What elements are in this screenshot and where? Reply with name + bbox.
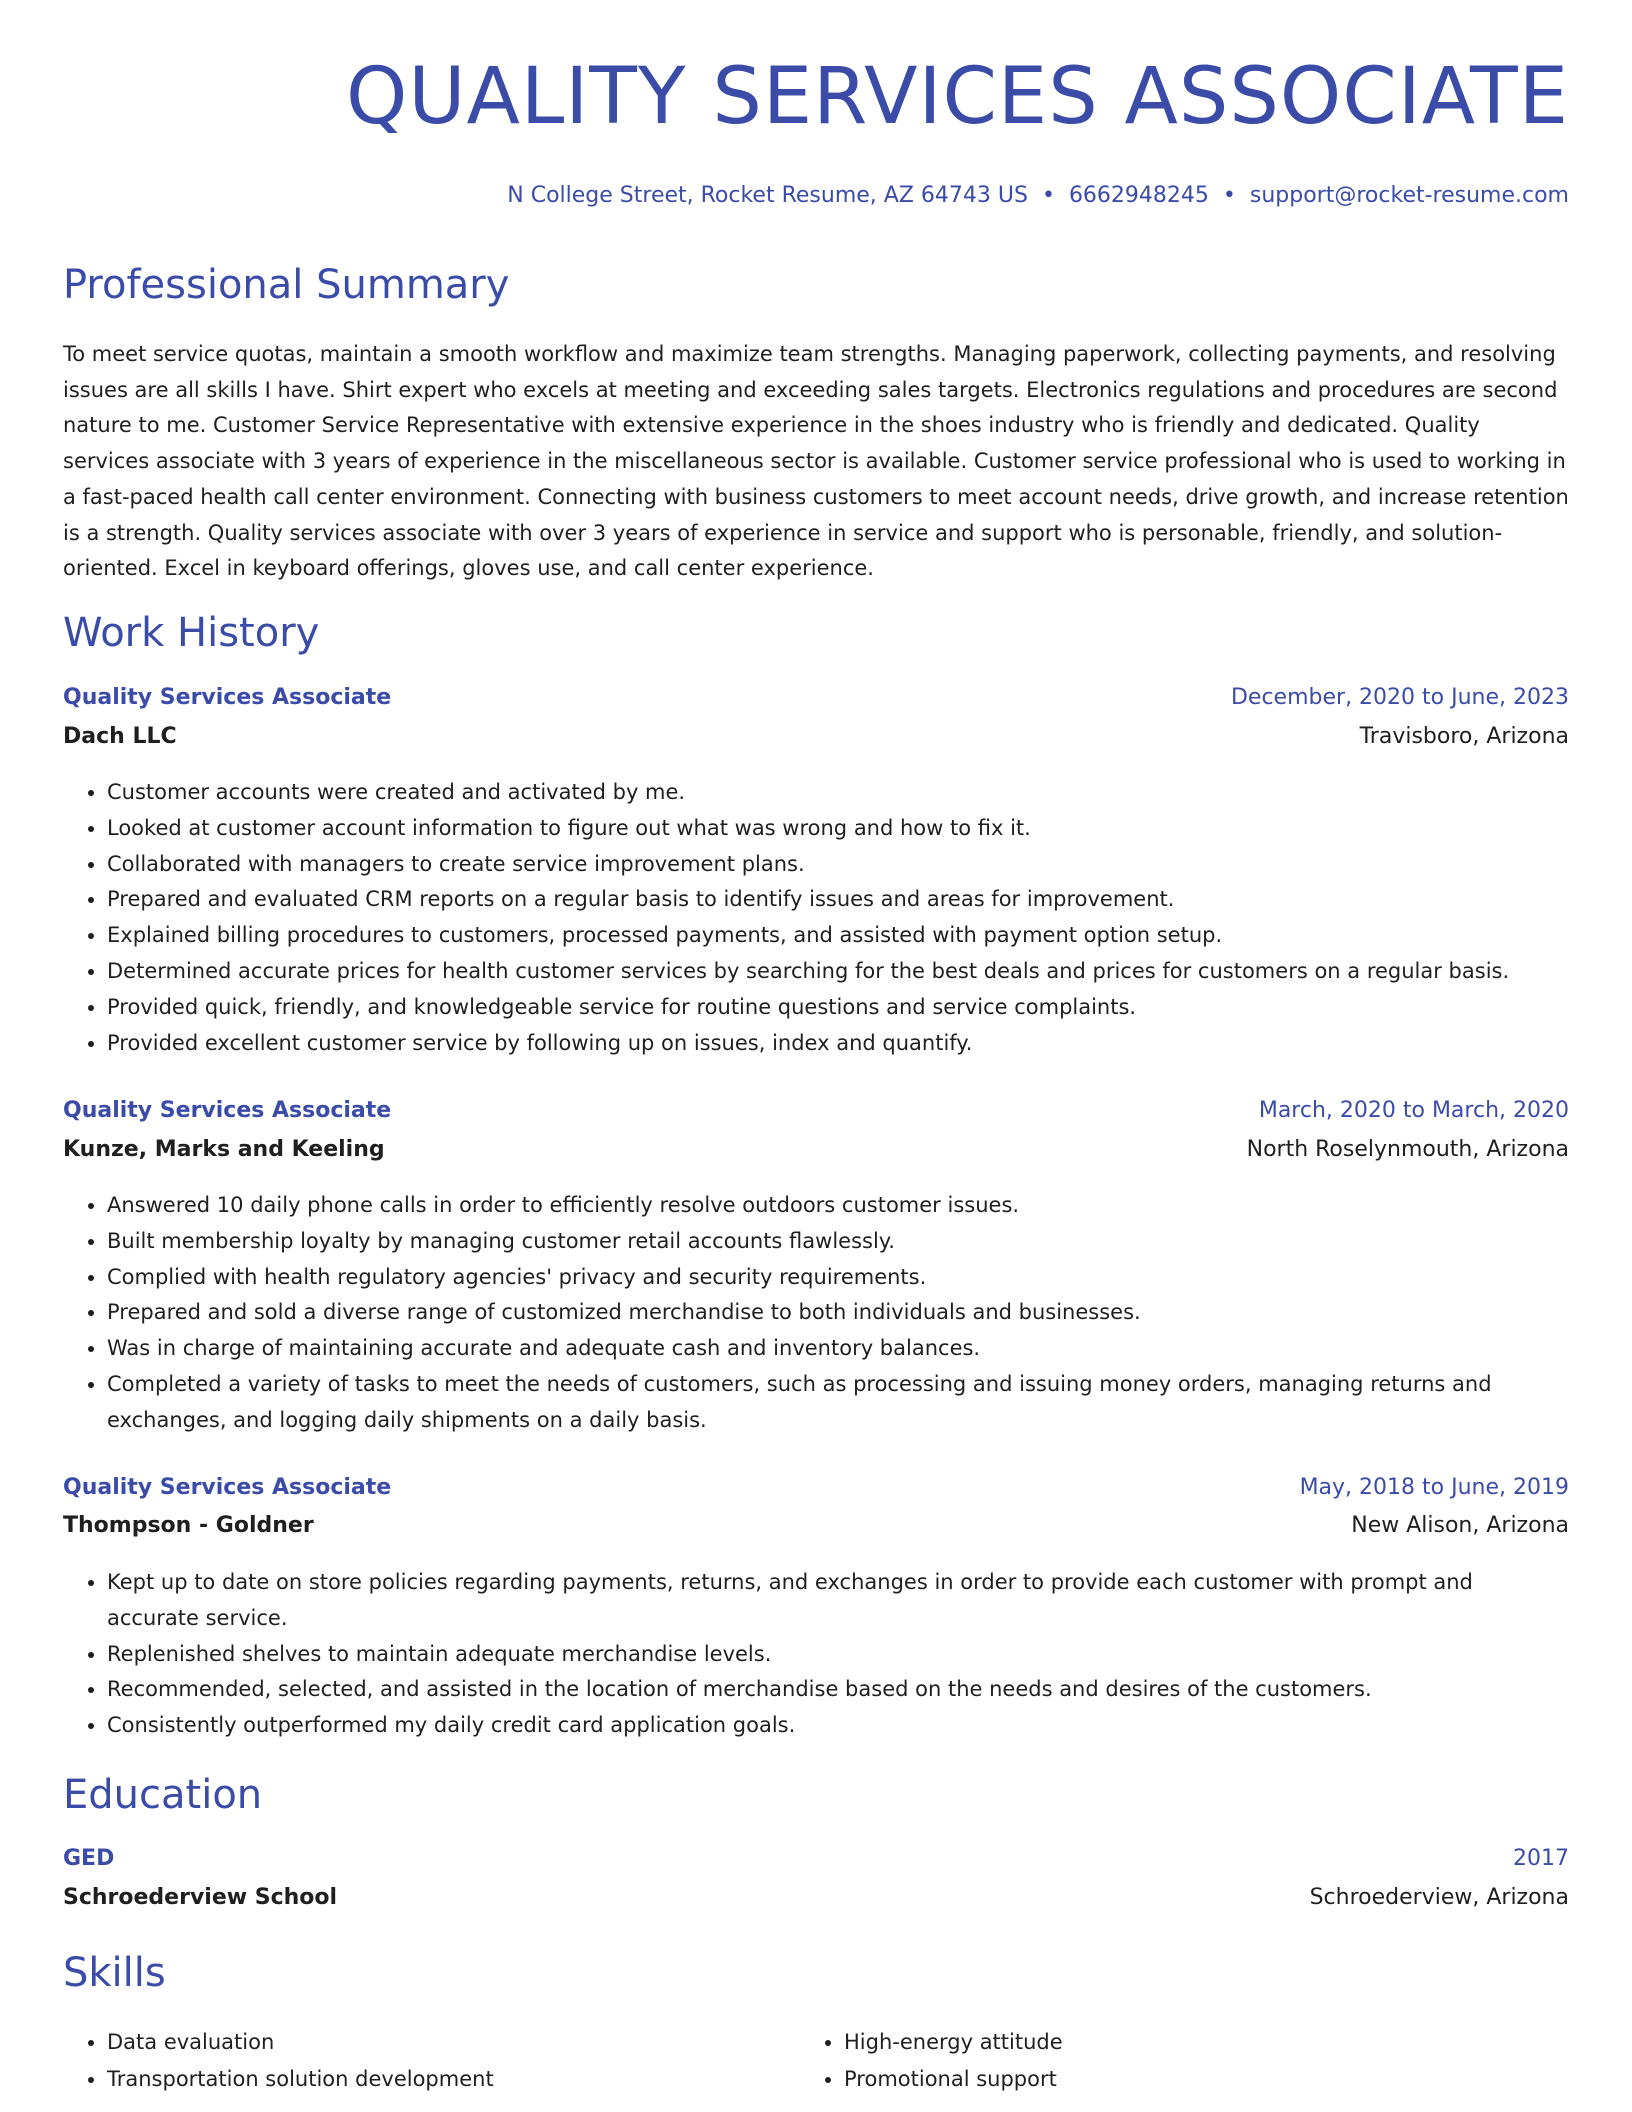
job-2-bullets (63, 1188, 1569, 1439)
contact-separator: • (1222, 183, 1236, 208)
job-1-location: Travisboro, Arizona (1359, 724, 1569, 749)
job-3-title-row (63, 1475, 1569, 1500)
job-3-company: Thompson - Goldner (63, 1513, 314, 1538)
job-1-company-row (63, 724, 1569, 749)
contact-address: N College Street, Rocket Resume, AZ 64743 US (507, 183, 1028, 208)
education-location: Schroederview, Arizona (1309, 1885, 1569, 1910)
job-3-dates: May, 2018 to June, 2019 (1299, 1475, 1569, 1500)
contact-email[interactable]: support@rocket-resume.com (1249, 183, 1569, 208)
list-item: • Consistently outperformed my daily credit card application goals. (107, 1708, 1569, 1744)
list-item: • Looked at customer account information to figure out what was wrong and how to fix it. (107, 811, 1569, 847)
education-school: Schroederview School (63, 1885, 338, 1910)
job-1-title-row (63, 685, 1569, 710)
contact-line (507, 183, 1569, 208)
list-item: • Kept up to date on store policies regarding payments, returns, and exchanges in order to provide each customer with prompt and accurate service. (107, 1565, 1569, 1637)
job-2-role: Quality Services Associate (63, 1098, 392, 1123)
list-item: • Determined accurate prices for health customer services by searching for the best deals and prices for customers on a regular basis. (107, 954, 1569, 990)
contact-phone: 6662948245 (1068, 183, 1209, 208)
education-school-row (63, 1885, 1569, 1910)
list-item: • Collaborated with managers to create service improvement plans. (107, 847, 1569, 883)
job-2-title-row (63, 1098, 1569, 1123)
education-year: 2017 (1513, 1846, 1569, 1871)
job-3-role: Quality Services Associate (63, 1475, 392, 1500)
list-item: • Replenished shelves to maintain adequate merchandise levels. (107, 1637, 1569, 1673)
job-3-company-row (63, 1513, 1569, 1538)
list-item: • Provided quick, friendly, and knowledgeable service for routine questions and service complaints. (107, 990, 1569, 1026)
skill-item: • Transportation solution development (107, 2061, 783, 2098)
list-item: • Customer accounts were created and activated by me. (107, 775, 1569, 811)
job-1-bullets (63, 775, 1569, 1061)
job-3-bullets (63, 1565, 1569, 1744)
list-item: • Was in charge of maintaining accurate and adequate cash and inventory balances. (107, 1331, 1569, 1367)
job-2-dates: March, 2020 to March, 2020 (1258, 1098, 1569, 1123)
work-history-heading: Work History (63, 610, 320, 656)
skill-item: • Data evaluation (107, 2024, 783, 2061)
education-title-row (63, 1846, 1569, 1871)
job-1-company: Dach LLC (63, 724, 177, 749)
job-3-location: New Alison, Arizona (1351, 1513, 1569, 1538)
job-2-company: Kunze, Marks and Keeling (63, 1137, 385, 1162)
skills-right-column (800, 2024, 1560, 2098)
job-2-location: North Roselynmouth, Arizona (1246, 1137, 1569, 1162)
list-item: • Built membership loyalty by managing customer retail accounts flawlessly. (107, 1224, 1569, 1260)
education-degree: GED (63, 1846, 115, 1871)
job-1-role: Quality Services Associate (63, 685, 392, 710)
list-item: • Answered 10 daily phone calls in order to efficiently resolve outdoors customer issues. (107, 1188, 1569, 1224)
contact-separator: • (1041, 183, 1055, 208)
list-item: • Prepared and sold a diverse range of customized merchandise to both individuals and businesses. (107, 1295, 1569, 1331)
summary-heading: Professional Summary (63, 262, 510, 308)
skill-item: • High-energy attitude (844, 2024, 1560, 2061)
job-2-company-row (63, 1137, 1569, 1162)
skill-item: • Promotional support (844, 2061, 1560, 2098)
education-heading: Education (63, 1772, 263, 1818)
skills-left-column (63, 2024, 783, 2098)
resume-title: QUALITY SERVICES ASSOCIATE (345, 52, 1569, 142)
list-item: • Recommended, selected, and assisted in the location of merchandise based on the needs and desires of the customers. (107, 1672, 1569, 1708)
job-1-dates: December, 2020 to June, 2023 (1230, 685, 1569, 710)
skills-heading: Skills (63, 1950, 166, 1996)
list-item: • Provided excellent customer service by following up on issues, index and quantify. (107, 1026, 1569, 1062)
list-item: • Prepared and evaluated CRM reports on a regular basis to identify issues and areas for improvement. (107, 882, 1569, 918)
list-item: • Complied with health regulatory agencies' privacy and security requirements. (107, 1260, 1569, 1296)
list-item: • Explained billing procedures to customers, processed payments, and assisted with payment option setup. (107, 918, 1569, 954)
summary-text: To meet service quotas, maintain a smooth workflow and maximize team strengths. Managing paperwork, collecting payments, and resolving issues are all skills I have. Shirt expert who excels at meeting and exceeding sales targets. Electronics regulations and procedures are second nature to me. Customer Service Representative with extensive experience in the shoes industry who is friendly and dedicated. Quality services associate with 3 years of experience in the miscellaneous sector is available. Customer service professional who is used to working in a fast-paced health call center environment. Connecting with business customers to meet account needs, drive growth, and increase retention is a strength. Quality services associate with over 3 years of experience in service and support who is personable, friendly, and solution-oriented. Excel in keyboard offerings, gloves use, and call center experience. (63, 342, 1569, 581)
list-item: • Completed a variety of tasks to meet the needs of customers, such as processing and issuing money orders, managing returns and exchanges, and logging daily shipments on a daily basis. (107, 1367, 1569, 1439)
